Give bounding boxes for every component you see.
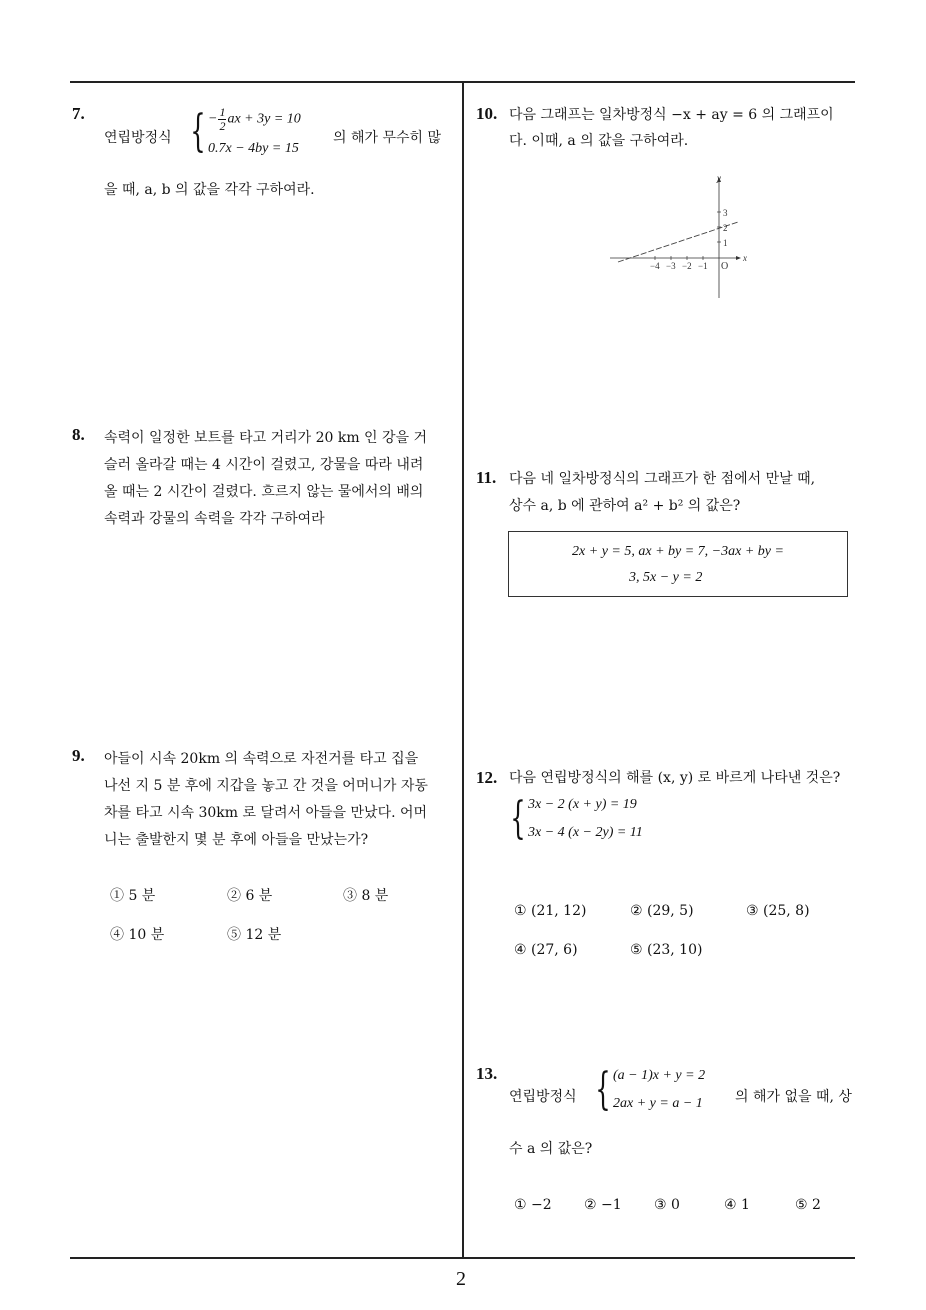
y-tick-label: 3 (723, 208, 728, 218)
question-9-choice-2[interactable]: ② 6 분 (227, 888, 273, 904)
question-9-line-1: 아들이 시속 20km 의 속력으로 자전거를 타고 집을 (104, 751, 419, 767)
question-8-line-1: 속력이 일정한 보트를 타고 거리가 20 km 인 강을 거 (104, 430, 428, 446)
question-13-equation-2: 2ax + y = a − 1 (613, 1096, 703, 1111)
question-9-line-2: 나선 지 5 분 후에 지갑을 놓고 간 것을 어머니가 자동 (104, 778, 428, 794)
question-8-line-4: 속력과 강물의 속력을 각각 구하여라 (104, 511, 325, 527)
question-7-number: 7. (72, 104, 85, 123)
question-11-box-line-1: 2x + y = 5, ax + by = 7, −3ax + by = (572, 544, 784, 559)
question-12-choice-1[interactable]: ① (21, 12) (514, 903, 587, 919)
origin-label: O (721, 261, 729, 272)
question-12-line-1: 다음 연립방정식의 해를 (x, y) 로 바르게 나타낸 것은? (509, 770, 841, 786)
question-9-number: 9. (72, 746, 85, 765)
question-11-line-1: 다음 네 일차방정식의 그래프가 한 점에서 만날 때, (509, 471, 816, 487)
question-9-line-3: 차를 타고 시속 30km 로 달려서 아들을 만났다. 어머 (104, 805, 428, 821)
question-9-choice-5[interactable]: ⑤ 12 분 (227, 927, 282, 943)
question-13-trail: 의 해가 없을 때, 상 (735, 1089, 852, 1105)
question-12-number: 12. (476, 768, 498, 787)
question-13-lead: 연립방정식 (509, 1089, 577, 1105)
question-9-line-4: 니는 출발한지 몇 분 후에 아들을 만났는가? (104, 832, 369, 848)
question-8-line-2: 슬러 올라갈 때는 4 시간이 걸렸고, 강물을 따라 내려 (104, 457, 424, 473)
question-7-line-2: 을 때, a, b 의 값을 각각 구하여라. (104, 182, 315, 198)
question-13-choice-2[interactable]: ② −1 (584, 1197, 622, 1213)
question-10-line-1: 다음 그래프는 일차방정식 −x + ay = 6 의 그래프이 (509, 107, 834, 123)
question-8-number: 8. (72, 425, 85, 444)
question-7-lead: 연립방정식 (104, 130, 172, 146)
question-8-line-3: 올 때는 2 시간이 걸렸다. 흐르지 않는 물에서의 배의 (104, 484, 424, 500)
question-9-choice-4[interactable]: ④ 10 분 (110, 927, 165, 943)
question-11-box-line-2: 3, 5x − y = 2 (629, 570, 703, 585)
question-12-choice-5[interactable]: ⑤ (23, 10) (630, 942, 703, 958)
column-divider (462, 82, 464, 1258)
question-10-line-2: 다. 이때, a 의 값을 구하여라. (509, 133, 689, 149)
x-tick-label: −4 (650, 261, 660, 271)
question-9-choice-1[interactable]: ① 5 분 (110, 888, 156, 904)
question-10-graph (610, 172, 760, 302)
question-13-choice-5[interactable]: ⑤ 2 (795, 1197, 821, 1213)
question-7-trail: 의 해가 무수히 많 (333, 130, 442, 146)
question-10-number: 10. (476, 104, 498, 123)
question-13-choice-4[interactable]: ④ 1 (724, 1197, 750, 1213)
question-7-equation-2: 0.7x − 4by = 15 (208, 141, 299, 156)
question-11-number: 11. (476, 468, 497, 487)
brace-symbol: { (190, 105, 206, 157)
brace-symbol: { (510, 793, 526, 844)
x-tick-label: −1 (698, 261, 708, 271)
x-axis-label: x (743, 253, 747, 263)
question-13-system (589, 1064, 706, 1115)
question-13-choice-1[interactable]: ① −2 (514, 1197, 552, 1213)
question-13-equation-1: (a − 1)x + y = 2 (613, 1068, 706, 1083)
question-11-equation-box (508, 531, 848, 597)
question-13-line-2: 수 a 의 값은? (509, 1141, 593, 1157)
question-9-choice-3[interactable]: ③ 8 분 (343, 888, 389, 904)
question-12-choice-2[interactable]: ② (29, 5) (630, 903, 694, 919)
question-13-choice-3[interactable]: ③ 0 (654, 1197, 680, 1213)
y-tick-label: 2 (723, 223, 728, 233)
y-tick-label: 1 (723, 238, 728, 248)
question-7-equation-1: − $\frac{1}{2}$ ax + 3y = 10 (208, 105, 301, 133)
x-axis-arrow-icon (736, 256, 741, 260)
question-11-line-2: 상수 a, b 에 관하여 a² + b² 의 값은? (509, 498, 741, 514)
question-12-choice-3[interactable]: ③ (25, 8) (746, 903, 810, 919)
question-13-number: 13. (476, 1064, 498, 1083)
page-number: 2 (456, 1268, 466, 1290)
question-12-equation-2: 3x − 4 (x − 2y) = 11 (528, 825, 643, 840)
x-tick-label: −2 (682, 261, 692, 271)
question-12-choice-4[interactable]: ④ (27, 6) (514, 942, 578, 958)
brace-symbol: { (595, 1064, 611, 1115)
question-7-system (184, 106, 301, 157)
x-tick-label: −3 (666, 261, 676, 271)
question-12-system (504, 793, 643, 844)
question-12-equation-1: 3x − 2 (x + y) = 19 (528, 797, 637, 812)
y-axis-label: y (717, 173, 721, 183)
